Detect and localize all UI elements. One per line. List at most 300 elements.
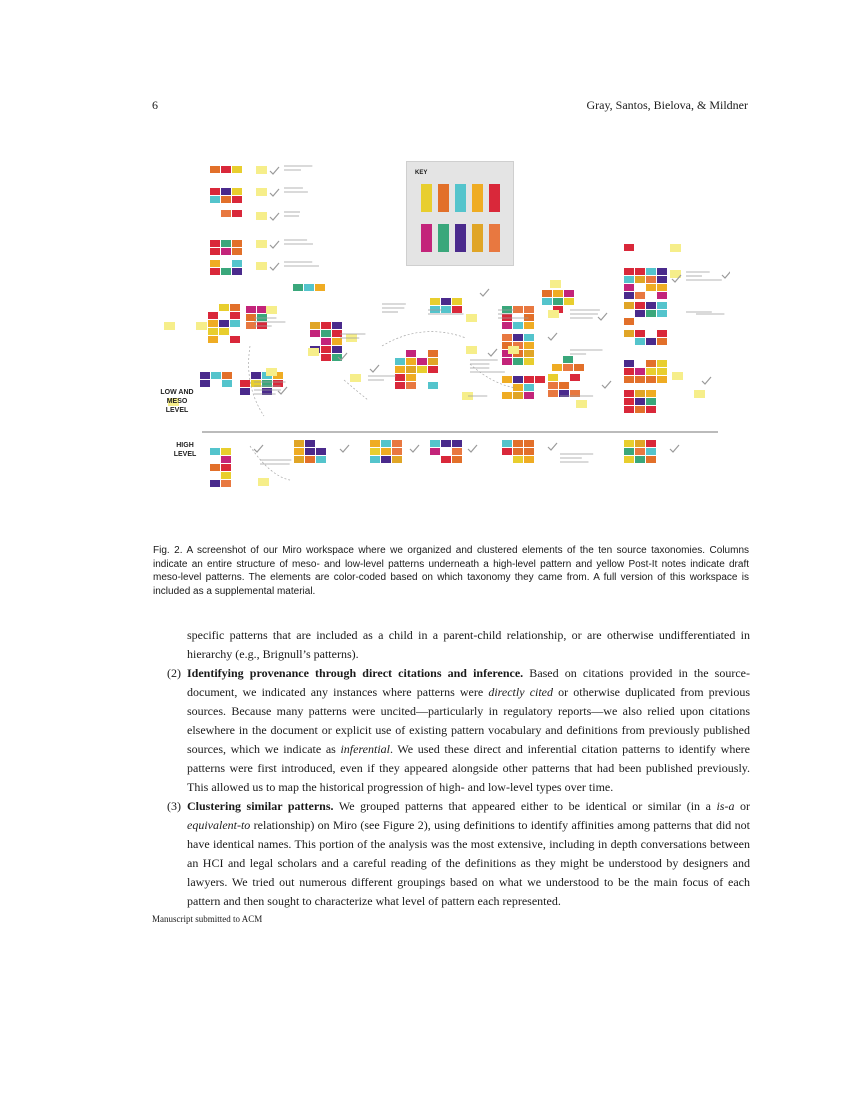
pattern-note bbox=[513, 306, 523, 313]
check-mark-icon bbox=[278, 387, 287, 394]
pattern-note bbox=[502, 334, 512, 341]
pattern-note bbox=[524, 448, 534, 455]
pattern-note bbox=[381, 440, 391, 447]
pattern-note bbox=[553, 290, 563, 297]
pattern-note bbox=[646, 310, 656, 317]
draft-sticky-note bbox=[196, 322, 207, 330]
pattern-note bbox=[210, 268, 220, 275]
pattern-note bbox=[657, 360, 667, 367]
pattern-note bbox=[635, 368, 645, 375]
pattern-note bbox=[635, 390, 645, 397]
pattern-note bbox=[406, 350, 416, 357]
pattern-note bbox=[441, 456, 451, 463]
pattern-note bbox=[548, 382, 558, 389]
pattern-note bbox=[635, 310, 645, 317]
pattern-note bbox=[552, 364, 562, 371]
pattern-note bbox=[246, 322, 256, 329]
pattern-note bbox=[535, 376, 545, 383]
pattern-note bbox=[513, 456, 523, 463]
pattern-note bbox=[513, 392, 523, 399]
pattern-note bbox=[246, 306, 256, 313]
pattern-note bbox=[646, 276, 656, 283]
pattern-note bbox=[564, 298, 574, 305]
pattern-note bbox=[208, 336, 218, 343]
draft-sticky-note bbox=[508, 346, 519, 354]
pattern-note bbox=[548, 390, 558, 397]
caption-text: A screenshot of our Miro workspace where we organized and clustered elements of the ten source taxonomies. Columns indicate an entire structure of meso- and low-level patterns underneath a high-level pattern and yellow Post-It notes indicate draft meso-level patterns. The elements are color-coded based on which taxonomy they came from. A full version of this workspace is included as a supplemental material. bbox=[153, 545, 749, 597]
key-swatch bbox=[472, 184, 483, 212]
draft-sticky-note bbox=[672, 372, 683, 380]
miro-workspace-figure bbox=[150, 150, 730, 530]
pattern-note bbox=[502, 322, 512, 329]
pattern-note bbox=[395, 374, 405, 381]
pattern-note bbox=[221, 480, 231, 487]
draft-sticky-note bbox=[256, 262, 267, 270]
pattern-note bbox=[208, 312, 218, 319]
pattern-note bbox=[574, 364, 584, 371]
pattern-note bbox=[624, 318, 634, 325]
pattern-note bbox=[524, 358, 534, 365]
pattern-note bbox=[251, 372, 261, 379]
draft-sticky-note bbox=[266, 368, 277, 376]
pattern-note bbox=[441, 306, 451, 313]
pattern-note bbox=[221, 268, 231, 275]
pattern-note bbox=[321, 346, 331, 353]
pattern-note bbox=[624, 440, 634, 447]
pattern-note bbox=[635, 276, 645, 283]
pattern-note bbox=[624, 330, 634, 337]
pattern-note bbox=[646, 338, 656, 345]
list-em-3b: equivalent-to bbox=[187, 818, 251, 832]
pattern-note bbox=[542, 290, 552, 297]
pattern-note bbox=[524, 384, 534, 391]
pattern-note bbox=[392, 440, 402, 447]
pattern-note bbox=[392, 456, 402, 463]
pattern-note bbox=[559, 382, 569, 389]
check-mark-icon bbox=[468, 445, 477, 452]
pattern-note bbox=[332, 338, 342, 345]
pattern-note bbox=[221, 166, 231, 173]
pattern-note bbox=[635, 302, 645, 309]
pattern-note bbox=[624, 276, 634, 283]
pattern-note bbox=[232, 240, 242, 247]
pattern-note bbox=[524, 342, 534, 349]
pattern-note bbox=[524, 322, 534, 329]
pattern-note bbox=[230, 320, 240, 327]
pattern-note bbox=[222, 380, 232, 387]
pattern-note bbox=[221, 248, 231, 255]
pattern-note bbox=[395, 358, 405, 365]
pattern-note bbox=[221, 188, 231, 195]
pattern-note bbox=[210, 240, 220, 247]
pattern-note bbox=[316, 456, 326, 463]
pattern-note bbox=[624, 284, 634, 291]
pattern-note bbox=[246, 314, 256, 321]
pattern-note bbox=[657, 338, 667, 345]
check-mark-icon bbox=[254, 445, 263, 452]
pattern-note bbox=[502, 314, 512, 321]
pattern-note bbox=[257, 314, 267, 321]
pattern-note bbox=[210, 166, 220, 173]
pattern-note bbox=[221, 210, 231, 217]
pattern-note bbox=[211, 372, 221, 379]
pattern-note bbox=[570, 374, 580, 381]
pattern-note bbox=[635, 292, 645, 299]
pattern-note bbox=[646, 406, 656, 413]
pattern-note bbox=[657, 268, 667, 275]
pattern-note bbox=[222, 372, 232, 379]
draft-sticky-note bbox=[308, 348, 319, 356]
pattern-note bbox=[502, 440, 512, 447]
pattern-note bbox=[646, 302, 656, 309]
list-item-3 bbox=[153, 797, 750, 911]
pattern-note bbox=[657, 368, 667, 375]
pattern-note bbox=[332, 330, 342, 337]
running-head-authors: Gray, Santos, Bielova, & Mildner bbox=[586, 98, 748, 112]
pattern-note bbox=[624, 406, 634, 413]
pattern-note bbox=[564, 290, 574, 297]
list-em-2a: directly cited bbox=[488, 685, 554, 699]
pattern-note bbox=[624, 292, 634, 299]
pattern-note bbox=[646, 284, 656, 291]
pattern-note bbox=[392, 448, 402, 455]
pattern-note bbox=[524, 334, 534, 341]
key-swatch bbox=[455, 184, 466, 212]
pattern-note bbox=[524, 314, 534, 321]
pattern-note bbox=[635, 330, 645, 337]
key-swatch bbox=[489, 224, 500, 252]
pattern-note bbox=[208, 328, 218, 335]
list-text-3c: relationship) on Miro (see Figure 2), using definitions to identify affinities among patterns that did not have identical names. This portion of the analysis was the most extensive, including in depth conversations between an HCI and legal scholars and a careful reading of the definitions as they might be understood by designers and lawyers. We tried out numerous different groupings based on what we understood to be the main focus of each pattern and then sought to characterize what level of pattern each represented. bbox=[187, 818, 750, 908]
pattern-note bbox=[441, 298, 451, 305]
pattern-note bbox=[624, 302, 634, 309]
pattern-note bbox=[657, 376, 667, 383]
pattern-note bbox=[370, 440, 380, 447]
pattern-note bbox=[624, 268, 634, 275]
pattern-note bbox=[524, 376, 534, 383]
key-swatch bbox=[421, 224, 432, 252]
pattern-note bbox=[513, 376, 523, 383]
pattern-note bbox=[635, 268, 645, 275]
list-em-3a: is-a bbox=[716, 799, 735, 813]
level-label-low-meso: LOW AND MESO LEVEL bbox=[160, 389, 194, 414]
pattern-note bbox=[406, 382, 416, 389]
pattern-note bbox=[321, 330, 331, 337]
draft-sticky-note bbox=[266, 306, 277, 314]
pattern-note bbox=[542, 298, 552, 305]
check-mark-icon bbox=[270, 189, 279, 196]
pattern-note bbox=[646, 390, 656, 397]
draft-sticky-note bbox=[694, 390, 705, 398]
pattern-note bbox=[332, 346, 342, 353]
pattern-note bbox=[294, 440, 304, 447]
pattern-note bbox=[406, 358, 416, 365]
key-swatch bbox=[438, 224, 449, 252]
pattern-note bbox=[305, 440, 315, 447]
key-swatch bbox=[438, 184, 449, 212]
pattern-note bbox=[381, 456, 391, 463]
pattern-note bbox=[221, 464, 231, 471]
pattern-note bbox=[624, 376, 634, 383]
list-text-3b: or bbox=[734, 799, 750, 813]
pattern-note bbox=[635, 440, 645, 447]
connector-line bbox=[344, 380, 368, 400]
pattern-note bbox=[624, 398, 634, 405]
pattern-note bbox=[502, 376, 512, 383]
pattern-note bbox=[305, 448, 315, 455]
pattern-note bbox=[635, 376, 645, 383]
draft-sticky-note bbox=[256, 166, 267, 174]
check-mark-icon bbox=[270, 213, 279, 220]
continuation-paragraph: specific patterns that are included as a child in a parent-child relationship, or are otherwise undifferentiated in hierarchy (e.g., Brignull’s patterns). bbox=[187, 628, 750, 661]
draft-sticky-note bbox=[466, 314, 477, 322]
pattern-note bbox=[635, 406, 645, 413]
pattern-note bbox=[657, 310, 667, 317]
list-text-2a: Based on citations provided in the source-document, we indicated any instances where patterns were bbox=[187, 666, 750, 699]
pattern-note bbox=[646, 268, 656, 275]
pattern-note bbox=[305, 456, 315, 463]
pattern-note bbox=[502, 448, 512, 455]
pattern-note bbox=[294, 448, 304, 455]
color-key-panel bbox=[406, 161, 514, 266]
pattern-note bbox=[210, 260, 220, 267]
pattern-note bbox=[624, 244, 634, 251]
pattern-note bbox=[332, 322, 342, 329]
check-mark-icon bbox=[410, 445, 419, 452]
pattern-note bbox=[430, 440, 440, 447]
check-mark-icon bbox=[598, 313, 607, 320]
pattern-note bbox=[221, 456, 231, 463]
pattern-note bbox=[395, 366, 405, 373]
pattern-note bbox=[221, 472, 231, 479]
list-number-3: (3) bbox=[167, 799, 181, 813]
pattern-note bbox=[232, 196, 242, 203]
pattern-note bbox=[452, 456, 462, 463]
pattern-note bbox=[452, 440, 462, 447]
key-title: KEY bbox=[415, 170, 428, 176]
pattern-note bbox=[370, 448, 380, 455]
pattern-note bbox=[513, 448, 523, 455]
pattern-note bbox=[232, 248, 242, 255]
pattern-note bbox=[657, 330, 667, 337]
pattern-note bbox=[646, 456, 656, 463]
pattern-note bbox=[240, 380, 250, 387]
check-mark-icon bbox=[548, 333, 557, 340]
pattern-note bbox=[646, 360, 656, 367]
pattern-note bbox=[219, 320, 229, 327]
caption-label: Fig. 2. bbox=[153, 545, 183, 556]
pattern-note bbox=[646, 376, 656, 383]
footer-manuscript-note: Manuscript submitted to ACM bbox=[152, 914, 263, 924]
pattern-note bbox=[624, 448, 634, 455]
pattern-note bbox=[452, 306, 462, 313]
check-mark-icon bbox=[480, 289, 489, 296]
pattern-note bbox=[624, 360, 634, 367]
pattern-note bbox=[294, 456, 304, 463]
pattern-note bbox=[646, 398, 656, 405]
pattern-note bbox=[548, 374, 558, 381]
pattern-note bbox=[646, 440, 656, 447]
pattern-note bbox=[221, 196, 231, 203]
pattern-note bbox=[310, 330, 320, 337]
key-swatch bbox=[421, 184, 432, 212]
pattern-note bbox=[210, 464, 220, 471]
pattern-note bbox=[646, 368, 656, 375]
list-text-2c: . We used these direct and inferential citation patterns to identify where patterns were first introduced, even if they appeared alongside other patterns that had been published previously. This allowed us to map the historical progression of high- and low-level types over time. bbox=[187, 742, 750, 794]
draft-sticky-note bbox=[350, 374, 361, 382]
pattern-note bbox=[230, 312, 240, 319]
draft-sticky-note bbox=[576, 400, 587, 408]
pattern-note bbox=[624, 456, 634, 463]
pattern-note bbox=[635, 448, 645, 455]
check-mark-icon bbox=[270, 167, 279, 174]
draft-sticky-note bbox=[256, 212, 267, 220]
key-swatch bbox=[472, 224, 483, 252]
pattern-note bbox=[321, 354, 331, 361]
pattern-note bbox=[310, 322, 320, 329]
connector-line bbox=[382, 332, 466, 346]
pattern-note bbox=[210, 188, 220, 195]
pattern-note bbox=[257, 306, 267, 313]
list-number-2: (2) bbox=[167, 666, 181, 680]
pattern-note bbox=[200, 372, 210, 379]
pattern-note bbox=[232, 166, 242, 173]
pattern-note bbox=[219, 304, 229, 311]
pattern-note bbox=[430, 306, 440, 313]
pattern-note bbox=[563, 356, 573, 363]
pattern-note bbox=[210, 248, 220, 255]
pattern-note bbox=[502, 306, 512, 313]
pattern-note bbox=[513, 384, 523, 391]
pattern-note bbox=[430, 448, 440, 455]
check-mark-icon bbox=[722, 271, 730, 278]
draft-sticky-note bbox=[550, 280, 561, 288]
pattern-note bbox=[293, 284, 303, 291]
pattern-note bbox=[624, 390, 634, 397]
draft-sticky-note bbox=[256, 240, 267, 248]
pattern-note bbox=[524, 456, 534, 463]
pattern-note bbox=[200, 380, 210, 387]
pattern-note bbox=[513, 334, 523, 341]
list-text-2b: or otherwise duplicated from previous sources. Because many patterns were uncited—particularly in regulatory reports—we also relied upon citations elsewhere in the document or explicit use of existing pattern vocabulary and definitions from previously published sources, which we indicate as bbox=[187, 685, 750, 756]
pattern-note bbox=[513, 440, 523, 447]
pattern-note bbox=[321, 322, 331, 329]
pattern-note bbox=[657, 276, 667, 283]
check-mark-icon bbox=[370, 365, 379, 372]
draft-sticky-note bbox=[164, 322, 175, 330]
pattern-note bbox=[441, 440, 451, 447]
pattern-note bbox=[452, 298, 462, 305]
pattern-note bbox=[657, 292, 667, 299]
pattern-note bbox=[370, 456, 380, 463]
pattern-note bbox=[646, 448, 656, 455]
pattern-note bbox=[315, 284, 325, 291]
level-label-high: HIGH LEVEL bbox=[173, 442, 197, 458]
draft-sticky-note bbox=[466, 346, 477, 354]
pattern-note bbox=[210, 480, 220, 487]
list-item-2 bbox=[153, 664, 750, 797]
pattern-note bbox=[208, 320, 218, 327]
draft-sticky-note bbox=[256, 188, 267, 196]
pattern-note bbox=[524, 392, 534, 399]
pattern-note bbox=[524, 440, 534, 447]
pattern-note bbox=[635, 398, 645, 405]
pattern-note bbox=[428, 350, 438, 357]
pattern-note bbox=[240, 388, 250, 395]
pattern-note bbox=[210, 196, 220, 203]
draft-sticky-note bbox=[670, 244, 681, 252]
list-text-3a: We grouped patterns that appeared either to be identical or similar (in a bbox=[333, 799, 717, 813]
pattern-note bbox=[502, 358, 512, 365]
list-em-2b: inferential bbox=[340, 742, 390, 756]
pattern-note bbox=[232, 188, 242, 195]
pattern-note bbox=[428, 382, 438, 389]
check-mark-icon bbox=[488, 349, 497, 356]
pattern-note bbox=[230, 336, 240, 343]
list-title-3: Clustering similar patterns. bbox=[187, 799, 334, 813]
pattern-note bbox=[635, 338, 645, 345]
pattern-note bbox=[524, 306, 534, 313]
figure-caption bbox=[153, 544, 749, 598]
pattern-note bbox=[452, 448, 462, 455]
pattern-note bbox=[502, 392, 512, 399]
pattern-note bbox=[635, 456, 645, 463]
pattern-note bbox=[513, 322, 523, 329]
pattern-note bbox=[406, 374, 416, 381]
pattern-note bbox=[563, 364, 573, 371]
pattern-note bbox=[210, 448, 220, 455]
pattern-note bbox=[417, 366, 427, 373]
pattern-note bbox=[406, 366, 416, 373]
pattern-note bbox=[657, 284, 667, 291]
pattern-note bbox=[657, 302, 667, 309]
page-number: 6 bbox=[152, 98, 158, 112]
pattern-note bbox=[321, 338, 331, 345]
list-title-2: Identifying provenance through direct citations and inference. bbox=[187, 666, 524, 680]
check-mark-icon bbox=[670, 445, 679, 452]
pattern-note bbox=[230, 304, 240, 311]
pattern-note bbox=[624, 368, 634, 375]
pattern-note bbox=[232, 268, 242, 275]
pattern-note bbox=[553, 298, 563, 305]
pattern-note bbox=[428, 358, 438, 365]
key-swatch bbox=[455, 224, 466, 252]
check-mark-icon bbox=[602, 381, 611, 388]
draft-sticky-note bbox=[258, 478, 269, 486]
pattern-note bbox=[513, 358, 523, 365]
pattern-note bbox=[219, 328, 229, 335]
check-mark-icon bbox=[340, 445, 349, 452]
pattern-note bbox=[232, 260, 242, 267]
key-swatch bbox=[489, 184, 500, 212]
pattern-note bbox=[417, 358, 427, 365]
pattern-note bbox=[221, 240, 231, 247]
body-text bbox=[153, 626, 750, 911]
pattern-note bbox=[316, 448, 326, 455]
draft-sticky-note bbox=[548, 310, 559, 318]
pattern-note bbox=[395, 382, 405, 389]
pattern-note bbox=[257, 322, 267, 329]
pattern-note bbox=[428, 366, 438, 373]
pattern-note bbox=[232, 210, 242, 217]
pattern-note bbox=[430, 298, 440, 305]
pattern-note bbox=[381, 448, 391, 455]
check-mark-icon bbox=[702, 377, 711, 384]
check-mark-icon bbox=[548, 443, 557, 450]
check-mark-icon bbox=[270, 263, 279, 270]
pattern-note bbox=[524, 350, 534, 357]
pattern-note bbox=[221, 448, 231, 455]
